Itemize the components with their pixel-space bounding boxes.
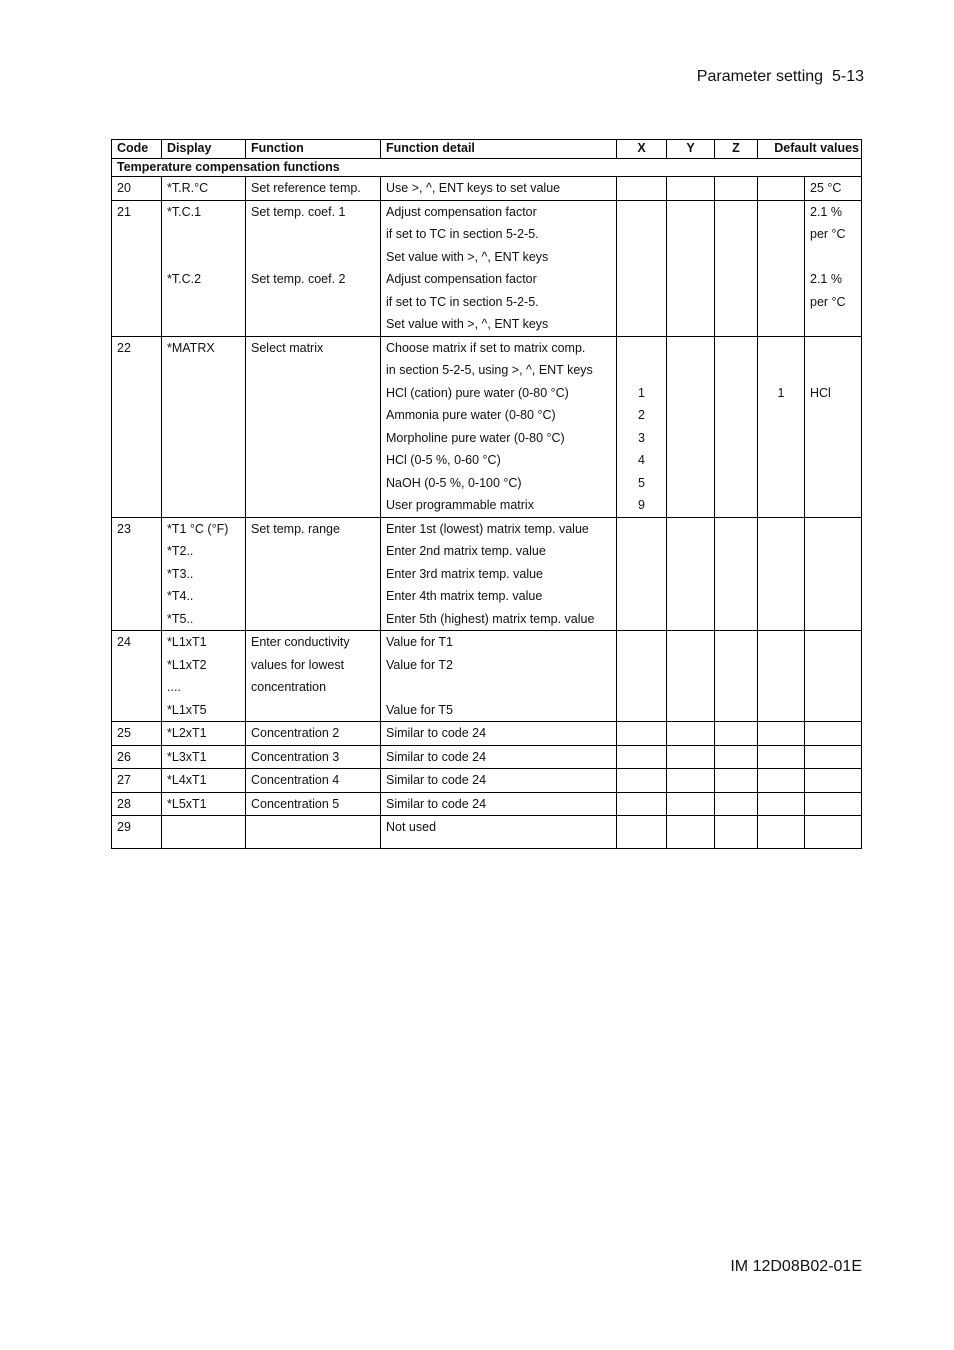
cell-line: *T.R.°C <box>167 181 209 195</box>
cell-line: Concentration 5 <box>251 796 340 811</box>
cell-line: Set temp. range <box>251 521 340 536</box>
cell-line: 25 °C <box>810 181 842 195</box>
cell-line: Select matrix <box>251 340 324 355</box>
cell-function <box>246 177 381 201</box>
cell-y <box>667 177 715 201</box>
cell-default-1 <box>758 745 805 769</box>
cell-line: Similar to code 24 <box>386 726 487 740</box>
cell-line <box>810 313 856 336</box>
cell-x <box>617 816 667 849</box>
cell-line: *L3xT1 <box>167 749 207 764</box>
cell-function <box>246 792 381 816</box>
cell-function-detail <box>381 769 617 793</box>
cell-code: 28 <box>112 792 162 816</box>
cell-line: Enter 2nd matrix temp. value <box>386 544 546 558</box>
cell-y <box>667 745 715 769</box>
table-row <box>112 722 862 746</box>
cell-z <box>715 200 758 336</box>
cell-default-2 <box>805 177 862 201</box>
cell-line <box>763 337 799 360</box>
cell-line: User programmable matrix <box>386 498 534 512</box>
table-row <box>112 336 862 517</box>
cell-line: *T3.. <box>167 566 194 581</box>
cell-default-1 <box>758 336 805 517</box>
cell-line <box>810 246 856 269</box>
cell-line: Value for T5 <box>386 702 453 717</box>
cell-x <box>617 517 667 631</box>
cell-display <box>162 792 246 816</box>
cell-line <box>810 337 856 360</box>
cell-line: 5 <box>638 475 645 490</box>
cell-line: per °C <box>810 227 846 241</box>
cell-line: Morpholine pure water (0-80 °C) <box>386 430 565 445</box>
cell-line: Set value with >, ^, ENT keys <box>386 249 549 264</box>
section-row <box>112 159 862 177</box>
cell-line: HCl (0-5 %, 0-60 °C) <box>386 453 501 467</box>
cell-line: Set reference temp. <box>251 181 361 195</box>
cell-code: 27 <box>112 769 162 793</box>
cell-y <box>667 769 715 793</box>
cell-line: 2.1 % <box>810 272 842 286</box>
cell-default-2 <box>805 816 862 849</box>
page-header <box>697 68 864 86</box>
table-row <box>112 792 862 816</box>
cell-line: *T4.. <box>167 589 194 603</box>
cell-line: *T.C.1 <box>167 204 202 219</box>
cell-x <box>617 336 667 517</box>
cell-function-detail <box>381 517 617 631</box>
cell-line: Set temp. coef. 2 <box>251 272 346 286</box>
cell-x <box>617 745 667 769</box>
table-row <box>112 631 862 722</box>
cell-x <box>617 200 667 336</box>
cell-line: Enter 1st (lowest) matrix temp. value <box>386 521 589 536</box>
cell-line: 3 <box>638 430 645 445</box>
cell-line: 9 <box>638 498 645 512</box>
cell-line: Enter conductivity <box>251 635 350 649</box>
table-row <box>112 200 862 336</box>
cell-x <box>617 769 667 793</box>
cell-function <box>246 517 381 631</box>
cell-line: Set temp. coef. 1 <box>251 204 346 219</box>
table-header-row <box>112 140 862 159</box>
cell-line: Choose matrix if set to matrix comp. <box>386 340 586 355</box>
cell-z <box>715 722 758 746</box>
cell-code: 24 <box>112 631 162 722</box>
col-header-code: Code <box>112 140 162 159</box>
cell-function-detail <box>381 631 617 722</box>
cell-function-detail <box>381 792 617 816</box>
cell-function <box>246 769 381 793</box>
cell-code: 29 <box>112 816 162 849</box>
table-row <box>112 745 862 769</box>
col-header-default-values: Default values <box>758 140 862 159</box>
table-row <box>112 769 862 793</box>
cell-default-1 <box>758 769 805 793</box>
section-title: Temperature compensation functions <box>112 159 862 177</box>
col-header-x: X <box>617 140 667 159</box>
cell-line <box>251 291 375 314</box>
cell-line: Value for T2 <box>386 657 453 672</box>
cell-z <box>715 769 758 793</box>
cell-line: Similar to code 24 <box>386 796 487 811</box>
cell-function <box>246 336 381 517</box>
cell-line: Enter 5th (highest) matrix temp. value <box>386 611 595 626</box>
cell-line: if set to TC in section 5-2-5. <box>386 227 539 241</box>
cell-line: Concentration 3 <box>251 749 340 764</box>
cell-z <box>715 517 758 631</box>
cell-x <box>617 631 667 722</box>
cell-code: 26 <box>112 745 162 769</box>
cell-line: Enter 3rd matrix temp. value <box>386 566 544 581</box>
cell-display <box>162 517 246 631</box>
cell-z <box>715 177 758 201</box>
cell-function-detail <box>381 336 617 517</box>
cell-line: concentration <box>251 680 327 694</box>
cell-code: 21 <box>112 200 162 336</box>
col-header-z: Z <box>715 140 758 159</box>
table-row <box>112 177 862 201</box>
cell-line: Adjust compensation factor <box>386 272 537 286</box>
cell-y <box>667 722 715 746</box>
cell-line: Similar to code 24 <box>386 773 487 787</box>
cell-line: *L1xT2 <box>167 657 207 672</box>
cell-line <box>622 337 661 360</box>
document-id: IM 12D08B02-01E <box>730 1258 862 1275</box>
cell-y <box>667 816 715 849</box>
table-body <box>112 159 862 849</box>
cell-y <box>667 792 715 816</box>
cell-line: Set value with >, ^, ENT keys <box>386 317 549 331</box>
cell-y <box>667 517 715 631</box>
cell-line: Enter 4th matrix temp. value <box>386 589 543 603</box>
cell-function-detail <box>381 745 617 769</box>
cell-line: 2 <box>638 408 645 422</box>
cell-line: Concentration 2 <box>251 726 340 740</box>
cell-line: *L5xT1 <box>167 796 207 811</box>
cell-line <box>251 246 375 269</box>
cell-z <box>715 745 758 769</box>
cell-line: Adjust compensation factor <box>386 204 537 219</box>
cell-line: .... <box>167 680 181 694</box>
cell-display <box>162 769 246 793</box>
cell-line: 2.1 % <box>810 204 842 219</box>
cell-line <box>251 223 375 246</box>
cell-function <box>246 631 381 722</box>
cell-line: *T2.. <box>167 544 194 558</box>
cell-line: in section 5-2-5, using >, ^, ENT keys <box>386 363 593 377</box>
cell-line <box>763 359 799 382</box>
table-row <box>112 816 862 849</box>
parameter-table <box>111 139 862 849</box>
cell-z <box>715 631 758 722</box>
cell-default-2 <box>805 769 862 793</box>
cell-line: NaOH (0-5 %, 0-100 °C) <box>386 475 522 490</box>
cell-function <box>246 745 381 769</box>
cell-x <box>617 792 667 816</box>
cell-default-1 <box>758 631 805 722</box>
cell-display <box>162 631 246 722</box>
header-title: Parameter setting <box>696 68 824 85</box>
cell-line: values for lowest <box>251 657 345 672</box>
cell-default-2 <box>805 336 862 517</box>
cell-line: if set to TC in section 5-2-5. <box>386 294 539 309</box>
cell-line <box>167 291 240 314</box>
cell-function-detail <box>381 816 617 849</box>
cell-line: *T1 °C (°F) <box>167 521 229 536</box>
cell-default-1 <box>758 177 805 201</box>
cell-z <box>715 792 758 816</box>
cell-z <box>715 336 758 517</box>
cell-display <box>162 336 246 517</box>
cell-line: *L4xT1 <box>167 773 207 787</box>
cell-function-detail <box>381 200 617 336</box>
cell-code: 25 <box>112 722 162 746</box>
col-header-display: Display <box>162 140 246 159</box>
col-header-y: Y <box>667 140 715 159</box>
cell-line: 1 <box>777 385 785 400</box>
cell-line <box>810 359 856 382</box>
cell-line: Similar to code 24 <box>386 749 487 764</box>
cell-function-detail <box>381 177 617 201</box>
cell-default-2 <box>805 792 862 816</box>
cell-default-1 <box>758 200 805 336</box>
cell-default-2 <box>805 517 862 631</box>
cell-line: Concentration 4 <box>251 773 340 787</box>
cell-z <box>715 816 758 849</box>
cell-default-1 <box>758 816 805 849</box>
cell-line: *L2xT1 <box>167 726 207 740</box>
cell-line <box>386 676 611 699</box>
cell-display <box>162 745 246 769</box>
cell-line: 4 <box>638 453 645 467</box>
cell-y <box>667 631 715 722</box>
cell-line: per °C <box>810 294 846 309</box>
cell-line: 1 <box>638 385 645 400</box>
table-row <box>112 517 862 631</box>
cell-line: Not used <box>386 820 437 834</box>
cell-default-2 <box>805 745 862 769</box>
cell-y <box>667 200 715 336</box>
cell-line: Value for T1 <box>386 635 453 649</box>
cell-code: 20 <box>112 177 162 201</box>
cell-display <box>162 816 246 849</box>
header-page-number: 5-13 <box>831 68 864 85</box>
cell-y <box>667 336 715 517</box>
cell-function <box>246 200 381 336</box>
cell-line: Use >, ^, ENT keys to set value <box>386 181 561 195</box>
cell-line: *MATRX <box>167 340 215 355</box>
cell-line: *T.C.2 <box>167 272 202 286</box>
cell-line <box>167 223 240 246</box>
cell-line <box>167 246 240 269</box>
cell-default-2 <box>805 631 862 722</box>
cell-x <box>617 177 667 201</box>
cell-line: HCl (cation) pure water (0-80 °C) <box>386 385 569 400</box>
cell-line <box>167 313 240 336</box>
cell-display <box>162 722 246 746</box>
cell-line: *T5.. <box>167 611 194 626</box>
cell-display <box>162 200 246 336</box>
cell-default-1 <box>758 792 805 816</box>
cell-default-2 <box>805 200 862 336</box>
cell-line: *L1xT1 <box>167 635 207 649</box>
cell-function <box>246 816 381 849</box>
cell-line <box>251 313 375 336</box>
cell-line: *L1xT5 <box>167 702 207 717</box>
col-header-function: Function <box>246 140 381 159</box>
cell-default-1 <box>758 722 805 746</box>
cell-default-2 <box>805 722 862 746</box>
cell-code: 22 <box>112 336 162 517</box>
cell-line <box>622 359 661 382</box>
col-header-function-detail: Function detail <box>381 140 617 159</box>
cell-function <box>246 722 381 746</box>
cell-display <box>162 177 246 201</box>
cell-x <box>617 722 667 746</box>
cell-function-detail <box>381 722 617 746</box>
cell-code: 23 <box>112 517 162 631</box>
cell-line: HCl <box>810 385 831 400</box>
cell-line: Ammonia pure water (0-80 °C) <box>386 408 556 422</box>
cell-default-1 <box>758 517 805 631</box>
